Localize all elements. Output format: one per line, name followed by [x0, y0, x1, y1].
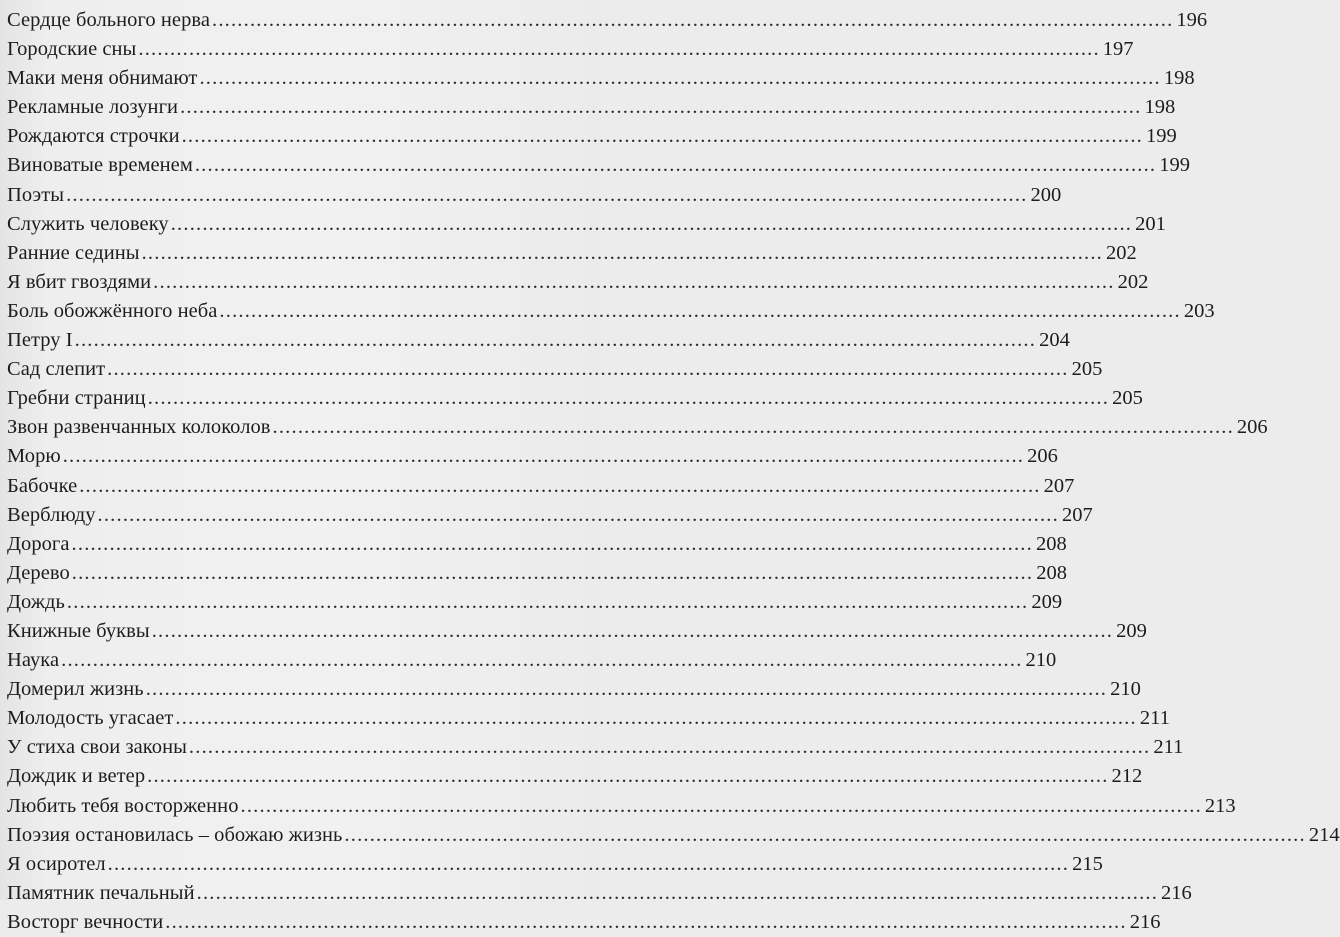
toc-entry — [7, 355, 1103, 384]
dot-leader — [165, 908, 1126, 937]
entry-page-number: 205 — [1071, 358, 1103, 381]
dot-leader — [175, 704, 1136, 733]
toc-entry — [7, 733, 1184, 762]
toc-entry — [7, 35, 1134, 64]
dot-leader — [344, 821, 1305, 850]
entry-page-number: 211 — [1153, 736, 1184, 759]
toc-entry — [7, 384, 1143, 413]
entry-page-number: 208 — [1036, 561, 1067, 584]
toc-entry — [7, 879, 1192, 908]
toc-entry — [7, 792, 1236, 821]
dot-leader — [212, 6, 1173, 35]
entry-title: У стиха свои законы — [7, 736, 187, 759]
toc-entry — [7, 704, 1170, 733]
table-of-contents — [7, 6, 1340, 937]
entry-title: Восторг вечности — [7, 910, 164, 933]
entry-title: Я вбит гвоздями — [7, 270, 152, 293]
toc-entry — [7, 530, 1067, 559]
toc-entry — [7, 326, 1070, 355]
entry-page-number: 216 — [1161, 881, 1192, 904]
dot-leader — [72, 530, 1033, 559]
dot-leader — [152, 617, 1113, 646]
entry-title: Памятник печальный — [7, 881, 195, 904]
entry-title: Дождик и ветер — [7, 765, 146, 788]
entry-title: Книжные буквы — [7, 619, 150, 642]
entry-page-number: 202 — [1117, 270, 1149, 293]
entry-title: Дорога — [7, 532, 70, 555]
entry-page-number: 215 — [1072, 852, 1103, 875]
entry-page-number: 196 — [1176, 9, 1208, 31]
toc-entry — [7, 501, 1093, 530]
entry-title: Виноватые временем — [7, 154, 193, 177]
entry-page-number: 212 — [1111, 765, 1143, 788]
toc-entry — [7, 181, 1062, 210]
entry-title: Наука — [7, 649, 60, 672]
toc-entry — [7, 617, 1147, 646]
entry-page-number: 198 — [1163, 67, 1195, 90]
entry-page-number: 216 — [1129, 910, 1161, 933]
dot-leader — [273, 413, 1234, 442]
toc-entry — [7, 268, 1149, 297]
toc-entry — [7, 239, 1137, 268]
entry-page-number: 208 — [1035, 532, 1067, 555]
dot-leader — [182, 122, 1143, 151]
dot-leader — [219, 297, 1180, 326]
entry-title: Верблюду — [7, 503, 96, 526]
entry-page-number: 205 — [1112, 387, 1143, 410]
dot-leader — [138, 35, 1099, 64]
entry-title: Молодость угасает — [7, 707, 174, 730]
toc-entry — [7, 472, 1075, 501]
toc-entry — [7, 559, 1067, 588]
dot-leader — [98, 501, 1059, 530]
dot-leader — [147, 762, 1108, 791]
entry-title: Поэты — [7, 183, 65, 206]
entry-title: Дождь — [7, 590, 65, 613]
entry-title: Сердце больного нерва — [7, 9, 210, 31]
entry-page-number: 203 — [1183, 299, 1215, 322]
toc-entry — [7, 64, 1195, 93]
entry-title: Городские сны — [7, 38, 137, 61]
toc-entry — [7, 210, 1166, 239]
entry-page-number: 207 — [1061, 503, 1093, 526]
dot-leader — [142, 239, 1103, 268]
entry-title: Бабочке — [7, 474, 78, 497]
entry-page-number: 199 — [1146, 125, 1177, 148]
dot-leader — [63, 442, 1024, 471]
entry-title: Рождаются строчки — [7, 125, 180, 148]
dot-leader — [72, 559, 1033, 588]
entry-page-number: 201 — [1135, 212, 1166, 235]
entry-page-number: 210 — [1110, 678, 1141, 701]
dot-leader — [171, 210, 1132, 239]
toc-entry — [7, 821, 1340, 850]
dot-leader — [199, 64, 1160, 93]
toc-entry — [7, 588, 1063, 617]
entry-page-number: 206 — [1236, 416, 1268, 439]
entry-title: Маки меня обнимают — [7, 67, 198, 90]
entry-title: Я осиротел — [7, 852, 106, 875]
entry-page-number: 202 — [1106, 241, 1137, 264]
entry-title: Служить человеку — [7, 212, 169, 235]
toc-entry — [7, 908, 1161, 937]
dot-leader — [241, 792, 1202, 821]
entry-page-number: 213 — [1204, 794, 1236, 817]
entry-page-number: 207 — [1043, 474, 1075, 497]
entry-title: Рекламные лозунги — [7, 96, 179, 119]
dot-leader — [195, 151, 1156, 180]
entry-page-number: 197 — [1102, 38, 1134, 61]
toc-entry — [7, 151, 1190, 180]
entry-title: Ранние седины — [7, 241, 140, 264]
dot-leader — [108, 850, 1069, 879]
dot-leader — [189, 733, 1150, 762]
entry-page-number: 209 — [1031, 590, 1063, 613]
dot-leader — [197, 879, 1158, 908]
dot-leader — [148, 384, 1109, 413]
dot-leader — [180, 93, 1141, 122]
toc-entry — [7, 93, 1176, 122]
toc-entry — [7, 297, 1215, 326]
entry-title: Морю — [7, 445, 61, 468]
entry-title: Любить тебя восторженно — [7, 794, 239, 817]
entry-page-number: 204 — [1039, 329, 1070, 352]
dot-leader — [79, 472, 1040, 501]
entry-page-number: 210 — [1025, 649, 1057, 672]
entry-title: Боль обожжённого неба — [7, 299, 218, 322]
entry-page-number: 198 — [1144, 96, 1176, 119]
entry-page-number: 211 — [1139, 707, 1170, 730]
dot-leader — [146, 675, 1107, 704]
toc-entry — [7, 762, 1143, 791]
toc-entry — [7, 646, 1057, 675]
entry-page-number: 200 — [1030, 183, 1062, 206]
entry-page-number: 199 — [1159, 154, 1190, 177]
toc-entry — [7, 442, 1058, 471]
entry-page-number: 206 — [1027, 445, 1058, 468]
entry-page-number: 214 — [1308, 823, 1340, 846]
toc-entry — [7, 122, 1177, 151]
dot-leader — [61, 646, 1022, 675]
toc-entry — [7, 675, 1141, 704]
entry-page-number: 209 — [1116, 619, 1147, 642]
toc-entry — [7, 850, 1103, 879]
entry-title: Поэзия остановилась – обожаю жизнь — [7, 823, 343, 846]
toc-entry — [7, 6, 1208, 35]
dot-leader — [75, 326, 1036, 355]
dot-leader — [153, 268, 1114, 297]
toc-entry — [7, 413, 1268, 442]
entry-title: Дерево — [7, 561, 70, 584]
entry-title: Домерил жизнь — [7, 678, 144, 701]
dot-leader — [67, 588, 1028, 617]
dot-leader — [107, 355, 1068, 384]
entry-title: Гребни страниц — [7, 387, 146, 410]
entry-title: Сад слепит — [7, 358, 106, 381]
dot-leader — [66, 181, 1027, 210]
entry-title: Петру I — [7, 329, 73, 352]
entry-title: Звон развенчанных колоколов — [7, 416, 271, 439]
